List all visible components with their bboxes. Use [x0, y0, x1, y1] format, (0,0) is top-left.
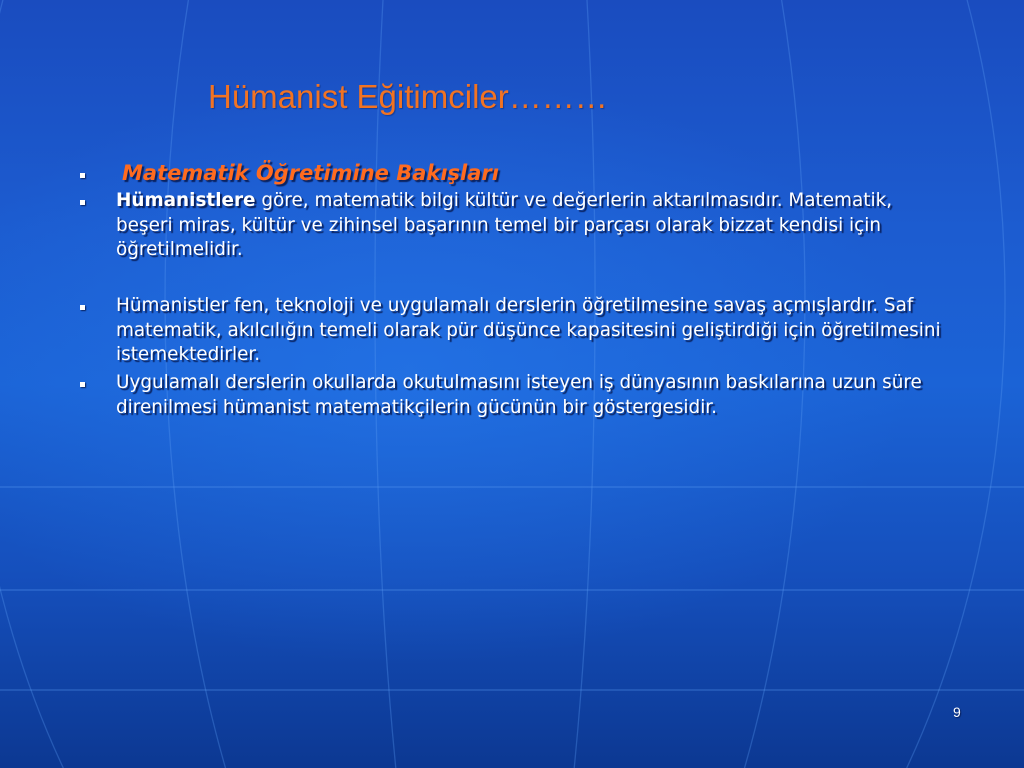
bullet-item	[116, 189, 892, 263]
bullet-text-line: istemektedirler.	[116, 344, 261, 365]
square-bullet-icon	[80, 200, 85, 205]
bullet-text-line: öğretilmelidir.	[116, 239, 243, 260]
square-bullet-icon	[80, 173, 85, 178]
bullet-text-line	[116, 189, 892, 214]
bullet-text-line: beşeri miras, kültür ve zihinsel başarının temel bir parçası olarak bizzat kendisi için	[116, 214, 882, 236]
square-bullet-icon	[80, 305, 85, 310]
bullet-text-line: Uygulamalı derslerin okullarda okutulmasını isteyen iş dünyasının baskılarına uzun süre	[116, 372, 922, 393]
bullet-item-heading	[122, 161, 499, 186]
globe-longitude-line	[0, 0, 63, 768]
slide-page-number: 9	[953, 704, 961, 720]
slide-title: Hümanist Eğitimciler………	[208, 78, 608, 115]
bullet-text-line: direnilmesi hümanist matematikçilerin gücünün bir göstergesidir.	[116, 396, 718, 418]
bullet-text-line: matematik, akılcılığın temeli olarak pür düşünce kapasitesini geliştirdiği için öğretilmesini	[116, 319, 941, 341]
square-bullet-icon	[80, 382, 85, 387]
bullet-item	[116, 371, 922, 420]
bullet-item	[116, 294, 941, 368]
bullet-text: göre, matematik bilgi kültür ve değerlerin aktarılmasıdır. Matematik,	[261, 190, 893, 211]
section-heading: Matematik Öğretimine Bakışları	[122, 161, 499, 185]
emphasis-term: Hümanistlere	[116, 190, 256, 211]
bullet-text-line: Hümanistler fen, teknoloji ve uygulamalı derslerin öğretilmesine savaş açmışlardır. Saf	[116, 295, 914, 316]
